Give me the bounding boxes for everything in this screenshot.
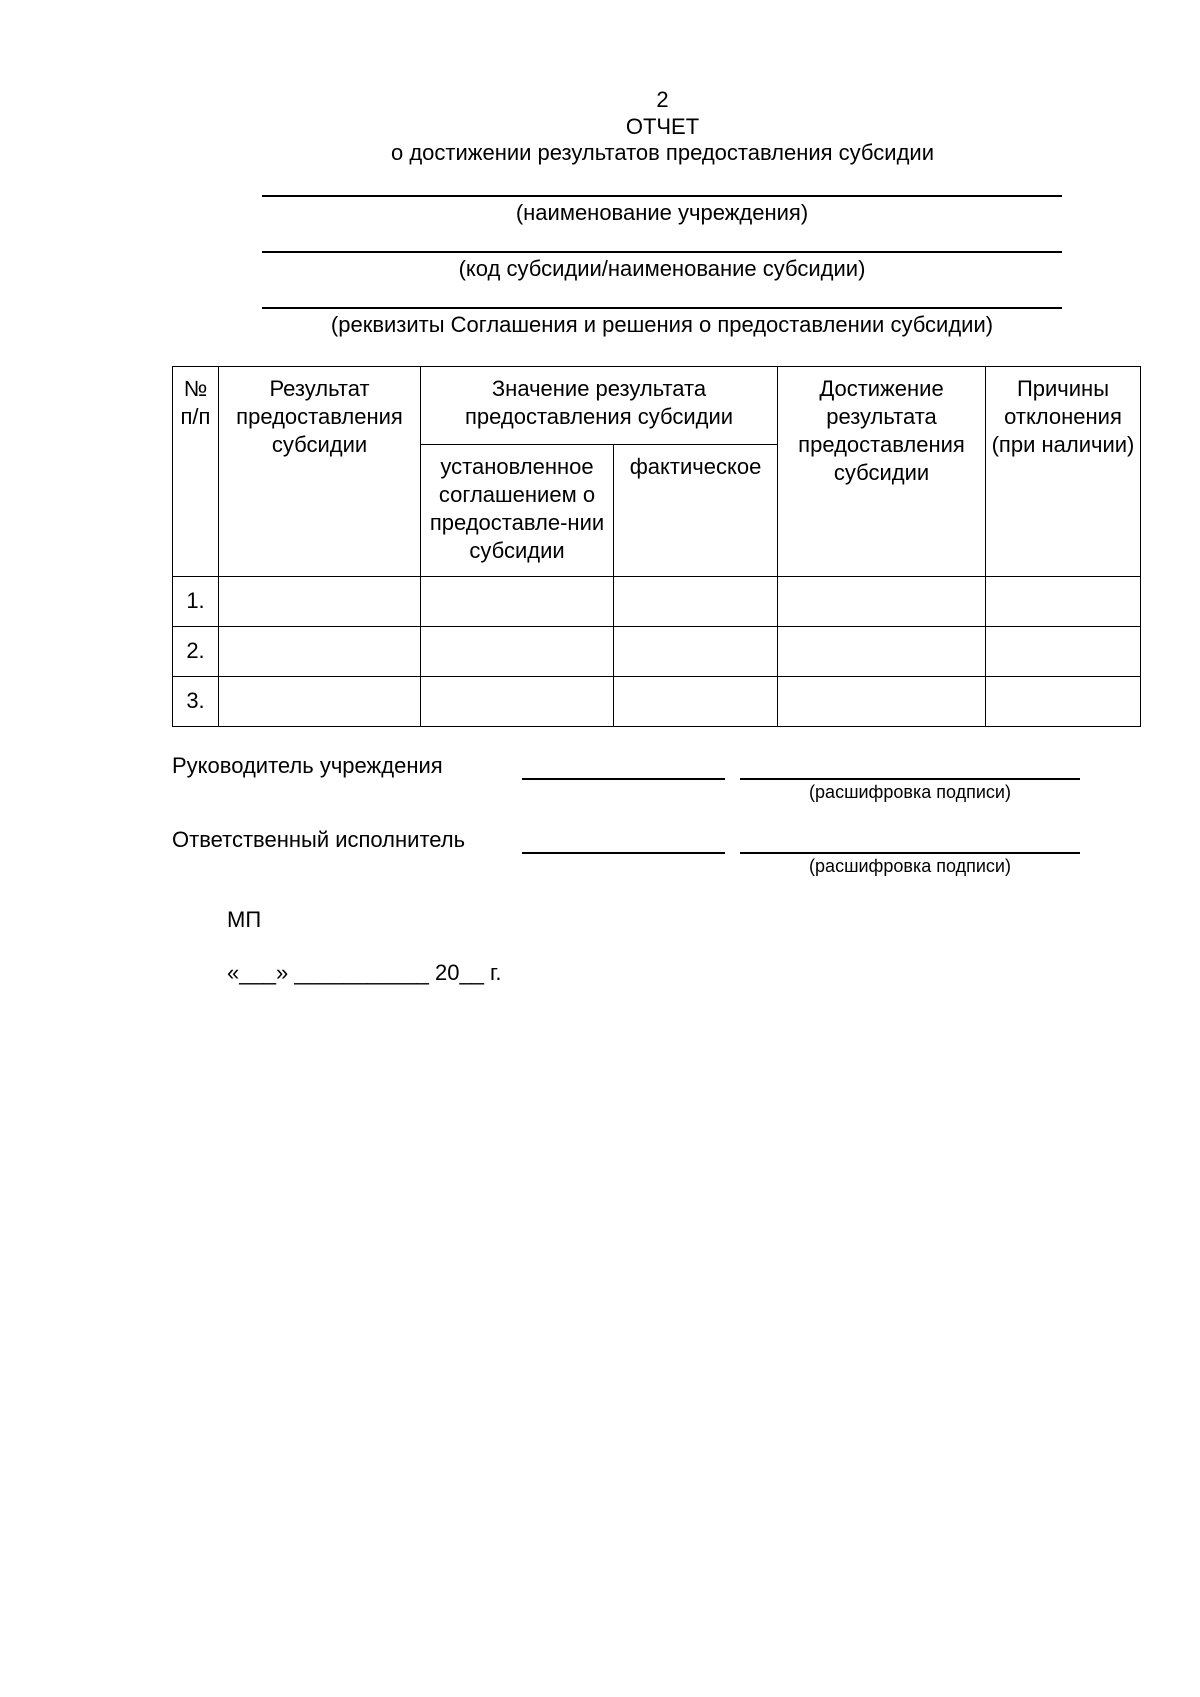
executor-name-line — [740, 852, 1080, 854]
institution-name-line — [262, 195, 1062, 197]
table-cell — [614, 577, 778, 627]
executor-signature-line — [522, 852, 725, 854]
header-value-group: Значение результата предоставления субсидии — [421, 367, 778, 445]
head-signature-line — [522, 778, 725, 780]
executor-signature-label: Ответственный исполнитель — [172, 827, 466, 852]
page-number: 2 — [656, 87, 669, 112]
header-result: Результат предоставления субсидии — [219, 367, 421, 577]
header-value-actual: фактическое — [614, 445, 778, 577]
document-title: ОТЧЕТ — [625, 114, 700, 139]
head-signature-caption: (расшифровка подписи) — [809, 782, 1011, 802]
stamp-place-label: МП — [227, 907, 262, 932]
header-achievement: Достижение результата предоставления субсидии — [778, 367, 986, 577]
head-signature-label: Руководитель учреждения — [172, 753, 443, 778]
table-cell — [778, 677, 986, 727]
row-number: 3. — [173, 677, 219, 727]
table-cell — [986, 627, 1141, 677]
table-cell — [614, 677, 778, 727]
table-row — [173, 627, 1141, 677]
table-cell — [778, 627, 986, 677]
table-cell — [219, 627, 421, 677]
executor-signature-caption: (расшифровка подписи) — [809, 856, 1011, 876]
subsidy-code-line — [262, 251, 1062, 253]
table-row — [173, 577, 1141, 627]
table-cell — [986, 577, 1141, 627]
row-number: 2. — [173, 627, 219, 677]
table-row — [173, 677, 1141, 727]
results-table — [172, 366, 1141, 727]
subsidy-code-caption: (код субсидии/наименование субсидии) — [458, 256, 866, 281]
table-cell — [614, 627, 778, 677]
table-cell — [778, 577, 986, 627]
row-number: 1. — [173, 577, 219, 627]
header-value-planned: установленное соглашением о предоставле-нии субсидии — [421, 445, 614, 577]
table-cell — [219, 677, 421, 727]
agreement-details-caption: (реквизиты Соглашения и решения о предоставлении субсидии) — [330, 312, 994, 337]
head-name-line — [740, 778, 1080, 780]
table-cell — [421, 627, 614, 677]
header-deviation-reasons: Причины отклонения (при наличии) — [986, 367, 1141, 577]
document-subtitle: о достижении результатов предоставления субсидии — [390, 140, 934, 165]
agreement-details-line — [262, 307, 1062, 309]
table-cell — [421, 677, 614, 727]
table-cell — [986, 677, 1141, 727]
date-field: «___» ___________ 20__ г. — [227, 960, 502, 985]
institution-name-caption: (наименование учреждения) — [515, 200, 809, 225]
table-cell — [421, 577, 614, 627]
table-cell — [219, 577, 421, 627]
header-number: № п/п — [173, 367, 219, 577]
